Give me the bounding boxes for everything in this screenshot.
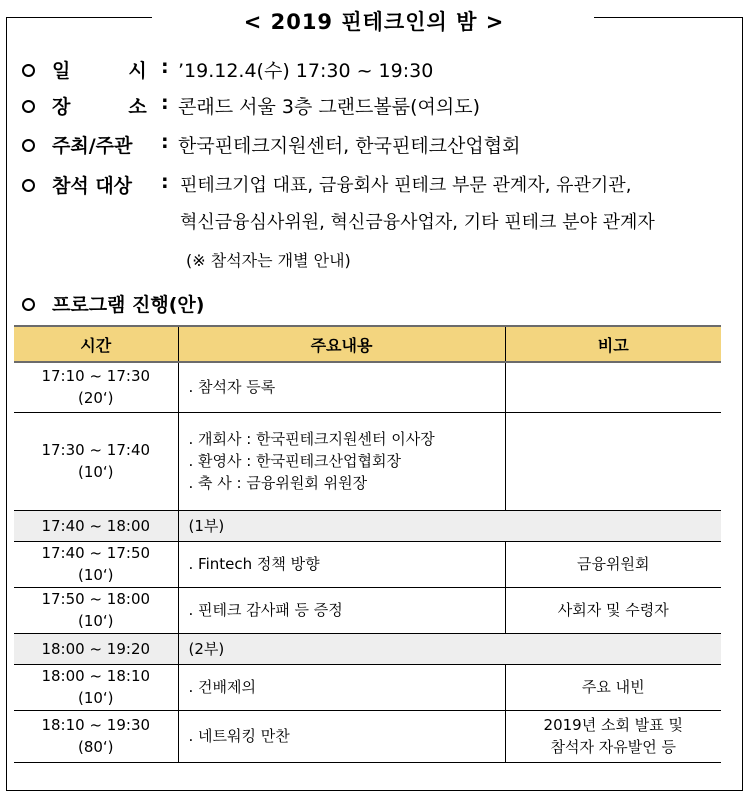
- remark-cell: 사회자 및 수령자: [505, 587, 721, 633]
- info-value-attendees-line2: 혁신금융심사위원, 혁신금융사업자, 기타 핀테크 분야 관계자: [180, 212, 655, 233]
- table-row: [14, 412, 721, 510]
- info-row-datetime: [0, 56, 750, 86]
- content-cell: [178, 362, 505, 412]
- time-cell: [14, 412, 178, 510]
- section-row: [14, 510, 721, 541]
- remark-cell: 주요 내빈: [505, 664, 721, 710]
- header-content: 주요내용: [178, 326, 505, 362]
- table-row: [14, 710, 721, 762]
- content-cell: [178, 541, 505, 587]
- info-colon: :: [161, 171, 169, 193]
- table-row: [14, 362, 721, 412]
- time-range: 18:10 ~ 19:30: [41, 716, 151, 734]
- time-cell: [14, 587, 178, 633]
- info-value-venue: 콘래드 서울 3층 그랜드볼룸(여의도): [178, 96, 480, 118]
- info-colon: :: [161, 56, 169, 78]
- content-cell: [178, 412, 505, 510]
- program-item: . 핀테크 감사패 등 증정: [188, 601, 343, 619]
- info-label-datetime: 일 시: [52, 60, 147, 82]
- circle-bullet-icon: [22, 139, 35, 152]
- program-item: . 환영사 : 한국핀테크산업협회장: [188, 452, 401, 470]
- header-remark: 비고: [505, 326, 721, 362]
- program-item: . 참석자 등록: [188, 378, 276, 397]
- circle-bullet-icon: [22, 100, 35, 113]
- time-cell: 17:40 ~ 18:00: [14, 510, 178, 541]
- header-time: 시간: [14, 326, 178, 362]
- info-value-host: 한국핀테크지원센터, 한국핀테크산업협회: [178, 135, 521, 157]
- table-row: [14, 587, 721, 633]
- info-value-attendees: 핀테크기업 대표, 금융회사 핀테크 부문 관계자, 유관기관,: [180, 175, 632, 196]
- remark-line: 참석자 자유발언 등: [550, 738, 676, 756]
- table-row: [14, 541, 721, 587]
- remark-cell: [505, 412, 721, 510]
- attendee-note: (※ 참석자는 개별 안내): [186, 251, 351, 270]
- time-range: 18:00 ~ 18:10: [41, 667, 151, 685]
- remark-cell: [505, 710, 721, 762]
- section-label: (2부): [178, 633, 721, 664]
- time-cell: 18:00 ~ 19:20: [14, 633, 178, 664]
- time-cell: [14, 664, 178, 710]
- remark-cell: 금융위원회: [505, 541, 721, 587]
- program-item: . Fintech 정책 방향: [188, 555, 320, 573]
- time-range: 17:10 ~ 17:30: [41, 367, 151, 386]
- info-label-attendees: 참석 대상: [52, 175, 133, 197]
- time-range: 17:30 ~ 17:40: [41, 441, 151, 459]
- duration: (10‘): [77, 612, 114, 630]
- info-colon: :: [161, 92, 169, 114]
- content-cell: [178, 710, 505, 762]
- info-row-attendees-cont: [0, 208, 750, 238]
- info-row-venue: [0, 92, 750, 122]
- program-item: . 네트워킹 만찬: [188, 727, 290, 745]
- duration: (10‘): [77, 689, 114, 707]
- remark-line: 2019년 소회 발표 및: [543, 716, 683, 734]
- program-item: . 건배제의: [188, 678, 256, 696]
- table-header-row: [14, 326, 721, 362]
- duration: (10‘): [77, 463, 114, 481]
- info-label-host: 주최/주관: [52, 135, 133, 157]
- time-range: 17:40 ~ 17:50: [41, 544, 151, 562]
- content-cell: [178, 587, 505, 633]
- program-item: . 축 사 : 금융위원회 위원장: [188, 474, 368, 492]
- circle-bullet-icon: [22, 179, 35, 192]
- circle-bullet-icon: [22, 298, 35, 311]
- content-cell: [178, 664, 505, 710]
- time-cell: [14, 710, 178, 762]
- info-row-attendees: [0, 171, 750, 201]
- program-item: . 개회사 : 한국핀테크지원센터 이사장: [188, 430, 435, 448]
- section-label: (1부): [178, 510, 721, 541]
- info-colon: :: [161, 131, 169, 153]
- table-row: [14, 664, 721, 710]
- page-title: < 2019 핀테크인의 밤 >: [243, 10, 505, 34]
- info-label-venue: 장 소: [52, 96, 147, 118]
- remark-cell: [505, 362, 721, 412]
- duration: (20‘): [77, 389, 114, 408]
- program-title: 프로그램 진행(안): [52, 294, 205, 316]
- info-row-host: [0, 131, 750, 161]
- info-value-datetime: ’19.12.4(수) 17:30 ~ 19:30: [178, 60, 434, 82]
- section-row: [14, 633, 721, 664]
- time-cell: [14, 541, 178, 587]
- time-cell: [14, 362, 178, 412]
- duration: (10‘): [77, 566, 114, 584]
- circle-bullet-icon: [22, 64, 35, 77]
- duration: (80‘): [77, 738, 114, 756]
- time-range: 17:50 ~ 18:00: [41, 590, 151, 608]
- program-table: [14, 325, 721, 763]
